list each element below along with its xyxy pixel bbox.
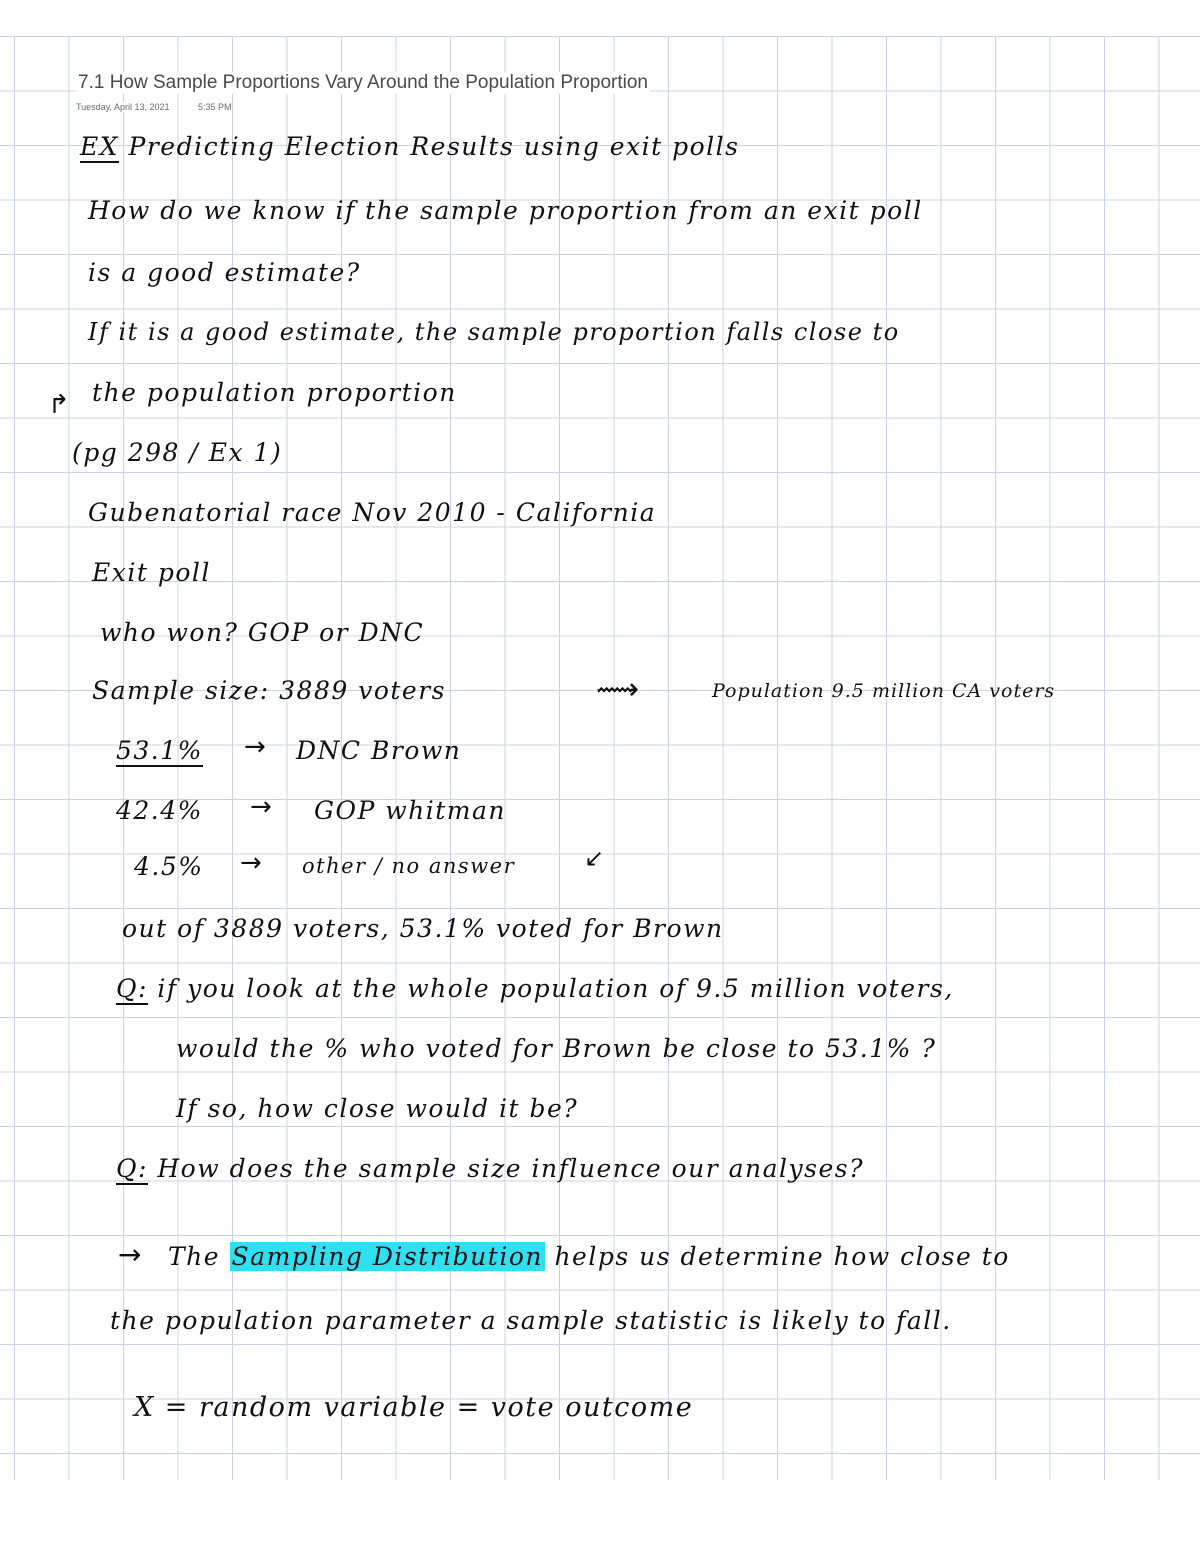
note-line-7: Gubenatorial race Nov 2010 - California: [88, 498, 657, 527]
result-dnc-value: 53.1%: [116, 736, 203, 765]
note-line-1: [80, 132, 739, 161]
note-line-20: the population parameter a sample statistic is likely to fall.: [110, 1306, 952, 1335]
note-line-17: If so, how close would it be?: [176, 1094, 579, 1123]
question-1: [116, 974, 954, 1003]
result-other-label: other / no answer: [302, 854, 516, 878]
note-line-19-start: The: [168, 1242, 221, 1271]
page-time: 5:35 PM: [198, 102, 232, 112]
note-line-5: the population proportion: [92, 378, 457, 407]
question-2-label: Q:: [116, 1154, 148, 1183]
bottom-margin: [0, 1480, 1200, 1553]
ex-label: EX: [80, 132, 120, 161]
squiggle-arrow-icon: ⟿: [596, 672, 640, 707]
note-line-2: How do we know if the sample proportion from an exit poll: [88, 196, 923, 225]
arrow-right-icon: →: [244, 732, 266, 762]
note-line-9: who won? GOP or DNC: [100, 618, 425, 647]
question-2: [116, 1154, 864, 1183]
result-dnc-label: DNC Brown: [296, 736, 462, 765]
note-line-19-end: helps us determine how close to: [554, 1242, 1010, 1271]
top-margin: [0, 0, 1200, 36]
note-line-3: is a good estimate?: [88, 258, 361, 287]
note-line-14: out of 3889 voters, 53.1% voted for Brown: [122, 914, 724, 943]
result-gop-percent: 42.4%: [116, 796, 203, 825]
note-line-4: If it is a good estimate, the sample proportion falls close to: [88, 318, 900, 346]
arrow-right-icon: →: [118, 1238, 142, 1271]
sample-size-text: Sample size: 3889 voters: [92, 676, 447, 705]
page-title: 7.1 How Sample Proportions Vary Around the Population Proportion: [78, 72, 648, 93]
arrow-right-icon: →: [250, 792, 272, 822]
sampling-distribution-highlight: Sampling Distribution: [231, 1242, 543, 1271]
question-1-label: Q:: [116, 974, 148, 1003]
result-dnc-percent: [116, 736, 203, 765]
page-date: Tuesday, April 13, 2021: [76, 102, 170, 112]
note-line-6: (pg 298 / Ex 1): [72, 438, 283, 467]
result-gop-label: GOP whitman: [314, 796, 506, 825]
population-text: Population 9.5 million CA voters: [712, 680, 1056, 702]
question-1-text: if you look at the whole population of 9.5 million voters,: [157, 974, 954, 1003]
result-other-percent: 4.5%: [134, 852, 204, 881]
arrow-right-icon: →: [240, 848, 262, 878]
note-line-8: Exit poll: [92, 558, 211, 587]
curly-arrow-icon: ↱: [48, 390, 70, 420]
note-line-19: [168, 1242, 1010, 1271]
note-line-16: would the % who voted for Brown be close to 53.1% ?: [176, 1034, 937, 1063]
arrow-left-icon: ↙: [584, 844, 605, 872]
question-2-text: How does the sample size influence our analyses?: [157, 1154, 865, 1183]
note-line-1-text: Predicting Election Results using exit polls: [128, 132, 740, 161]
note-line-21: X = random variable = vote outcome: [134, 1392, 694, 1423]
